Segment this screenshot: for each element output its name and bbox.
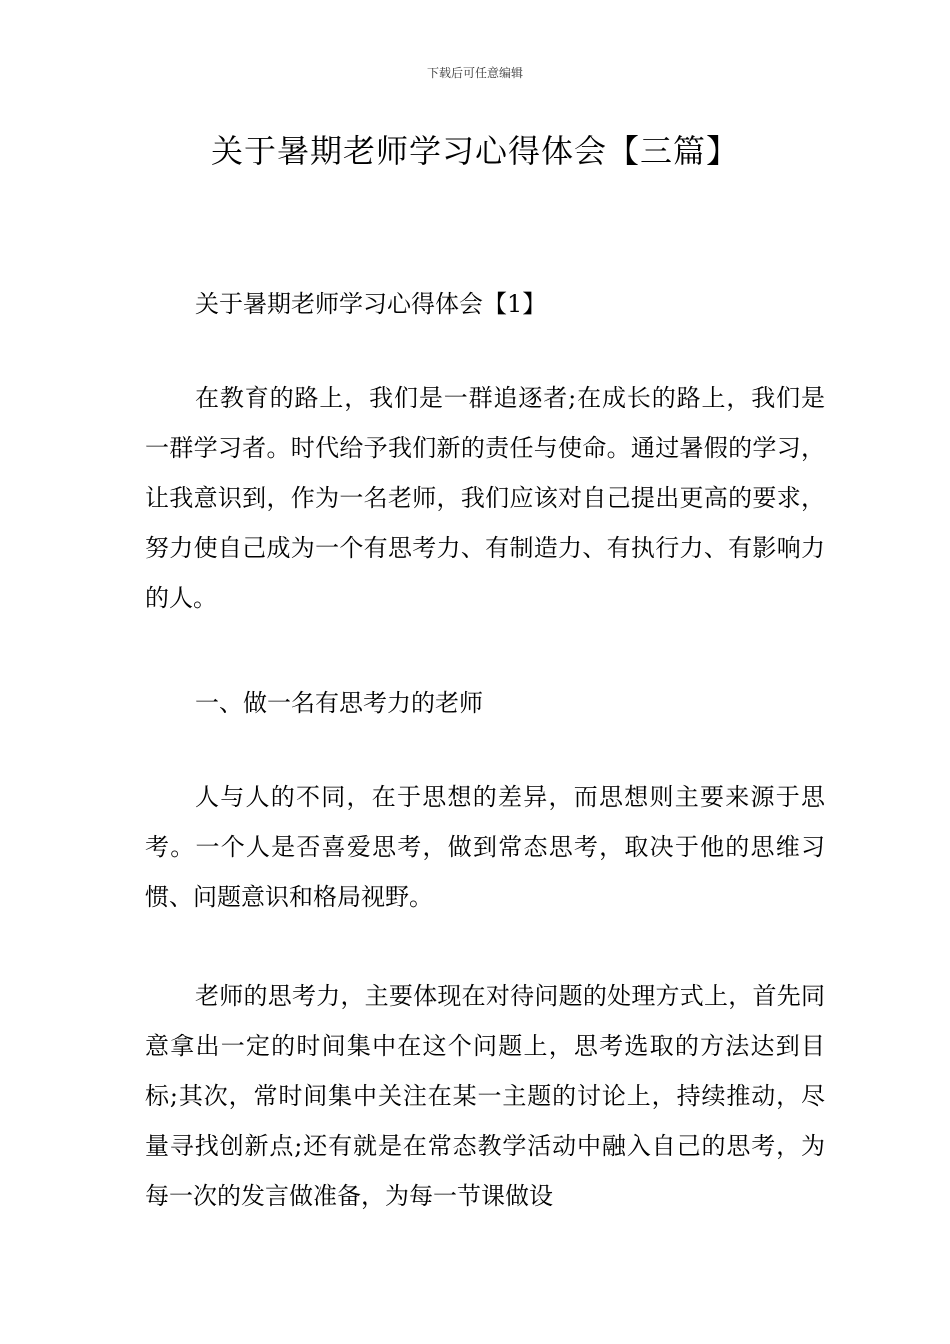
paragraph-intro: 在教育的路上，我们是一群追逐者;在成长的路上，我们是一群学习者。时代给予我们新的责任与使命。通过暑假的学习，让我意识到，作为一名老师，我们应该对自己提出更高的要求，努力使自己成为一个有思考力、有制造力、有执行力、有影响力的人。 — [145, 384, 825, 612]
document-title: 关于暑期老师学习心得体会【三篇】 — [210, 132, 739, 170]
paragraph-teacher-thinking: 老师的思考力，主要体现在对待问题的处理方式上，首先同意拿出一定的时间集中在这个问题上，思考选取的方法达到目标;其次，常时间集中关注在某一主题的讨论上，持续推动，尽量寻找创新点;还有就是在常态教学活动中融入自己的思考，为每一次的发言做准备，为每一节课做设 — [145, 982, 825, 1210]
header-note: 下载后可任意编辑 — [426, 66, 523, 80]
section-heading: 一、做一名有思考力的老师 — [195, 689, 483, 717]
article-subtitle: 关于暑期老师学习心得体会【1】 — [195, 290, 547, 318]
paragraph-thinking: 人与人的不同，在于思想的差异，而思想则主要来源于思考。一个人是否喜爱思考，做到常态思考，取决于他的思维习惯、问题意识和格局视野。 — [145, 783, 825, 911]
